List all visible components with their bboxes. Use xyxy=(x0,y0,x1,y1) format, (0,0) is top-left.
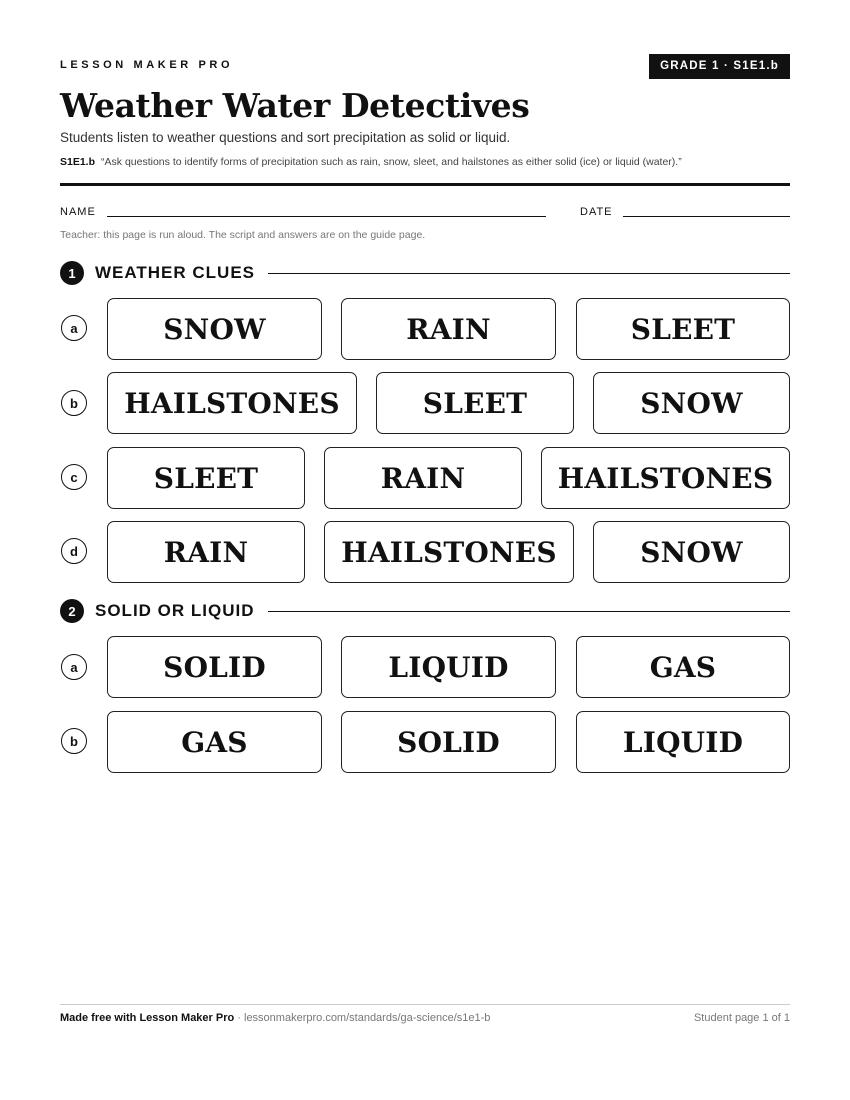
answer-card-1d-2[interactable]: HAILSTONES xyxy=(324,521,574,583)
footer-credit: Made free with Lesson Maker Pro · lessonmakerpro.com/standards/ga-science/s1e1-b xyxy=(60,1012,491,1024)
section-header-weather-clues xyxy=(60,261,790,285)
section-divider xyxy=(268,273,790,274)
row-letter-1b: b xyxy=(61,390,87,416)
standard-text: “Ask questions to identify forms of precipitation such as rain, snow, sleet, and hailstones as either solid (ice) or liquid (water).” xyxy=(101,156,682,168)
row-letter-1d: d xyxy=(61,538,87,564)
row-letter-2a: a xyxy=(61,654,87,680)
row-letter-1a: a xyxy=(61,315,87,341)
footer-url[interactable]: lessonmakerpro.com/standards/ga-science/s1e1-b xyxy=(244,1012,491,1024)
footer-divider xyxy=(60,1004,790,1005)
brand-label: LESSON MAKER PRO xyxy=(60,59,234,71)
answer-card-1a-2[interactable]: RAIN xyxy=(341,298,556,360)
answer-card-1d-3[interactable]: SNOW xyxy=(593,521,790,583)
answer-card-2a-3[interactable]: GAS xyxy=(576,636,790,698)
answer-card-1a-3[interactable]: SLEET xyxy=(576,298,790,360)
name-field[interactable] xyxy=(107,216,546,217)
page-subtitle: Students listen to weather questions and sort precipitation as solid or liquid. xyxy=(60,130,511,145)
footer-page-label: Student page 1 of 1 xyxy=(693,1012,790,1024)
section-title: SOLID OR LIQUID xyxy=(95,601,255,620)
section-divider xyxy=(268,611,791,612)
date-field[interactable] xyxy=(623,216,790,217)
section-number: 1 xyxy=(60,261,84,285)
teacher-note: Teacher: this page is run aloud. The script and answers are on the guide page. xyxy=(60,229,426,241)
standard-line xyxy=(60,156,682,168)
answer-card-1b-1[interactable]: HAILSTONES xyxy=(107,372,357,434)
grade-badge: GRADE 1 · S1E1.b xyxy=(649,54,790,79)
answer-card-1d-1[interactable]: RAIN xyxy=(107,521,305,583)
row-letter-2b: b xyxy=(61,728,87,754)
page-title: Weather Water Detectives xyxy=(60,86,530,125)
answer-card-2a-2[interactable]: LIQUID xyxy=(341,636,556,698)
answer-card-1a-1[interactable]: SNOW xyxy=(107,298,322,360)
answer-card-1c-2[interactable]: RAIN xyxy=(324,447,522,509)
answer-card-1b-2[interactable]: SLEET xyxy=(376,372,574,434)
answer-card-2b-2[interactable]: SOLID xyxy=(341,711,556,773)
answer-card-2b-1[interactable]: GAS xyxy=(107,711,322,773)
answer-card-1c-3[interactable]: HAILSTONES xyxy=(541,447,790,509)
section-number: 2 xyxy=(60,599,84,623)
standard-code: S1E1.b xyxy=(60,156,96,168)
answer-card-1b-3[interactable]: SNOW xyxy=(593,372,790,434)
answer-card-1c-1[interactable]: SLEET xyxy=(107,447,305,509)
section-title: WEATHER CLUES xyxy=(95,263,256,282)
header-divider xyxy=(60,183,790,186)
answer-card-2b-3[interactable]: LIQUID xyxy=(576,711,790,773)
footer-made-with: Made free with Lesson Maker Pro xyxy=(60,1012,235,1024)
answer-card-2a-1[interactable]: SOLID xyxy=(107,636,322,698)
section-header-solid-or-liquid xyxy=(60,599,790,623)
row-letter-1c: c xyxy=(61,464,87,490)
date-label: DATE xyxy=(580,206,613,218)
name-label: NAME xyxy=(60,206,96,218)
